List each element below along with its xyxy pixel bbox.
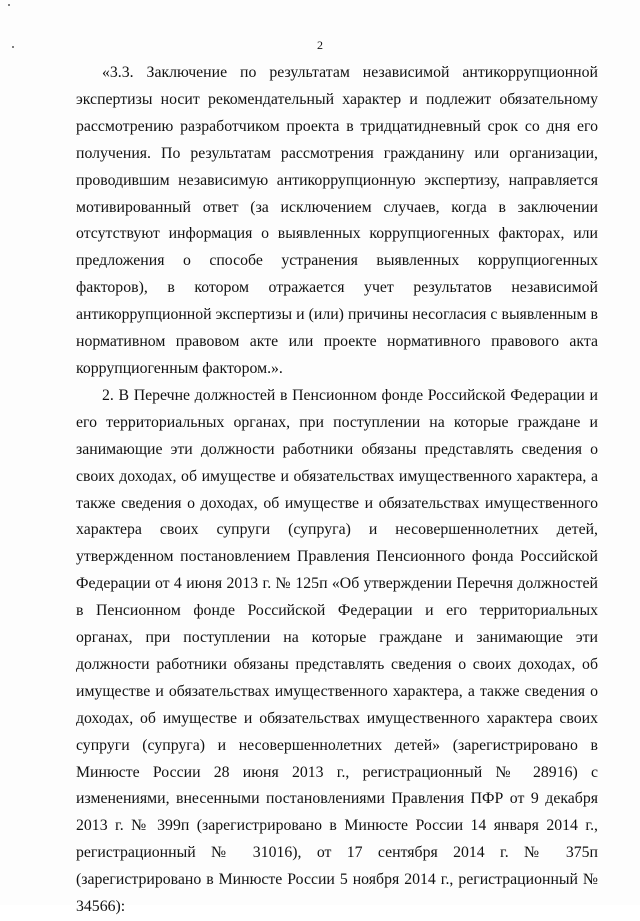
paragraph-3-3-conclusion: «3.3. Заключение по результатам независимой антикоррупционной экспертизы носит рекомендательный характер и подлежит обязательному рассмотрению разработчиком проекта в тридцатидневный срок со дня его получения. По результатам рассмотрения гражданину или организации, проводившим независимую антикоррупционную экспертизу, направляется мотивированный ответ (за исключением случаев, когда в заключении отсутствуют информация о выявленных коррупциогенных факторах, или предложения о способе устранения выявленных коррупциогенных факторов), в котором отражается учет результатов независимой антикоррупционной экспертизы и (или) причины несогласия с выявленным в нормативном правовом акте или проекте нормативного правового акта коррупциогенным фактором.». xyxy=(76,64,598,377)
paragraph-2-list-of-positions: 2. В Перечне должностей в Пенсионном фонде Российской Федерации и его территориальных органах, при поступлении на которые граждане и занимающие эти должности работники обязаны представлять сведения о своих доходах, об имуществе и обязательствах имущественного характера, а также сведения о доходах, об имуществе и обязательствах имущественного характера своих супруги (супруга) и несовершеннолетних детей, утвержденном постановлением Правления Пенсионного фонда Российской Федерации от 4 июня 2013 г. № 125п «Об утверждении Перечня должностей в Пенсионном фонде Российской Федерации и его территориальных органах, при поступлении на которые граждане и занимающие эти должности работники обязаны представлять сведения о своих доходах, об имуществе и обязательствах имущественного характера, а также сведения о доходах, об имуществе и обязательствах имущественного характера своих супруги (супруга) и несовершеннолетних детей» (зарегистрировано в Минюсте России 28 июня 2013 г., регистрационный № 28916) с изменениями, внесенными постановлениями Правления ПФР от 9 декабря 2013 г. № 399п (зарегистрировано в Минюсте России 14 января 2014 г., регистрационный № 31016), от 17 сентября 2014 г. № 375п (зарегистрировано в Минюсте России 5 ноября 2014 г., регистрационный № 34566): xyxy=(76,386,598,916)
document-body xyxy=(76,60,598,921)
page-number: 2 xyxy=(317,38,323,52)
scan-speck xyxy=(12,46,14,48)
scan-speck xyxy=(8,4,10,6)
